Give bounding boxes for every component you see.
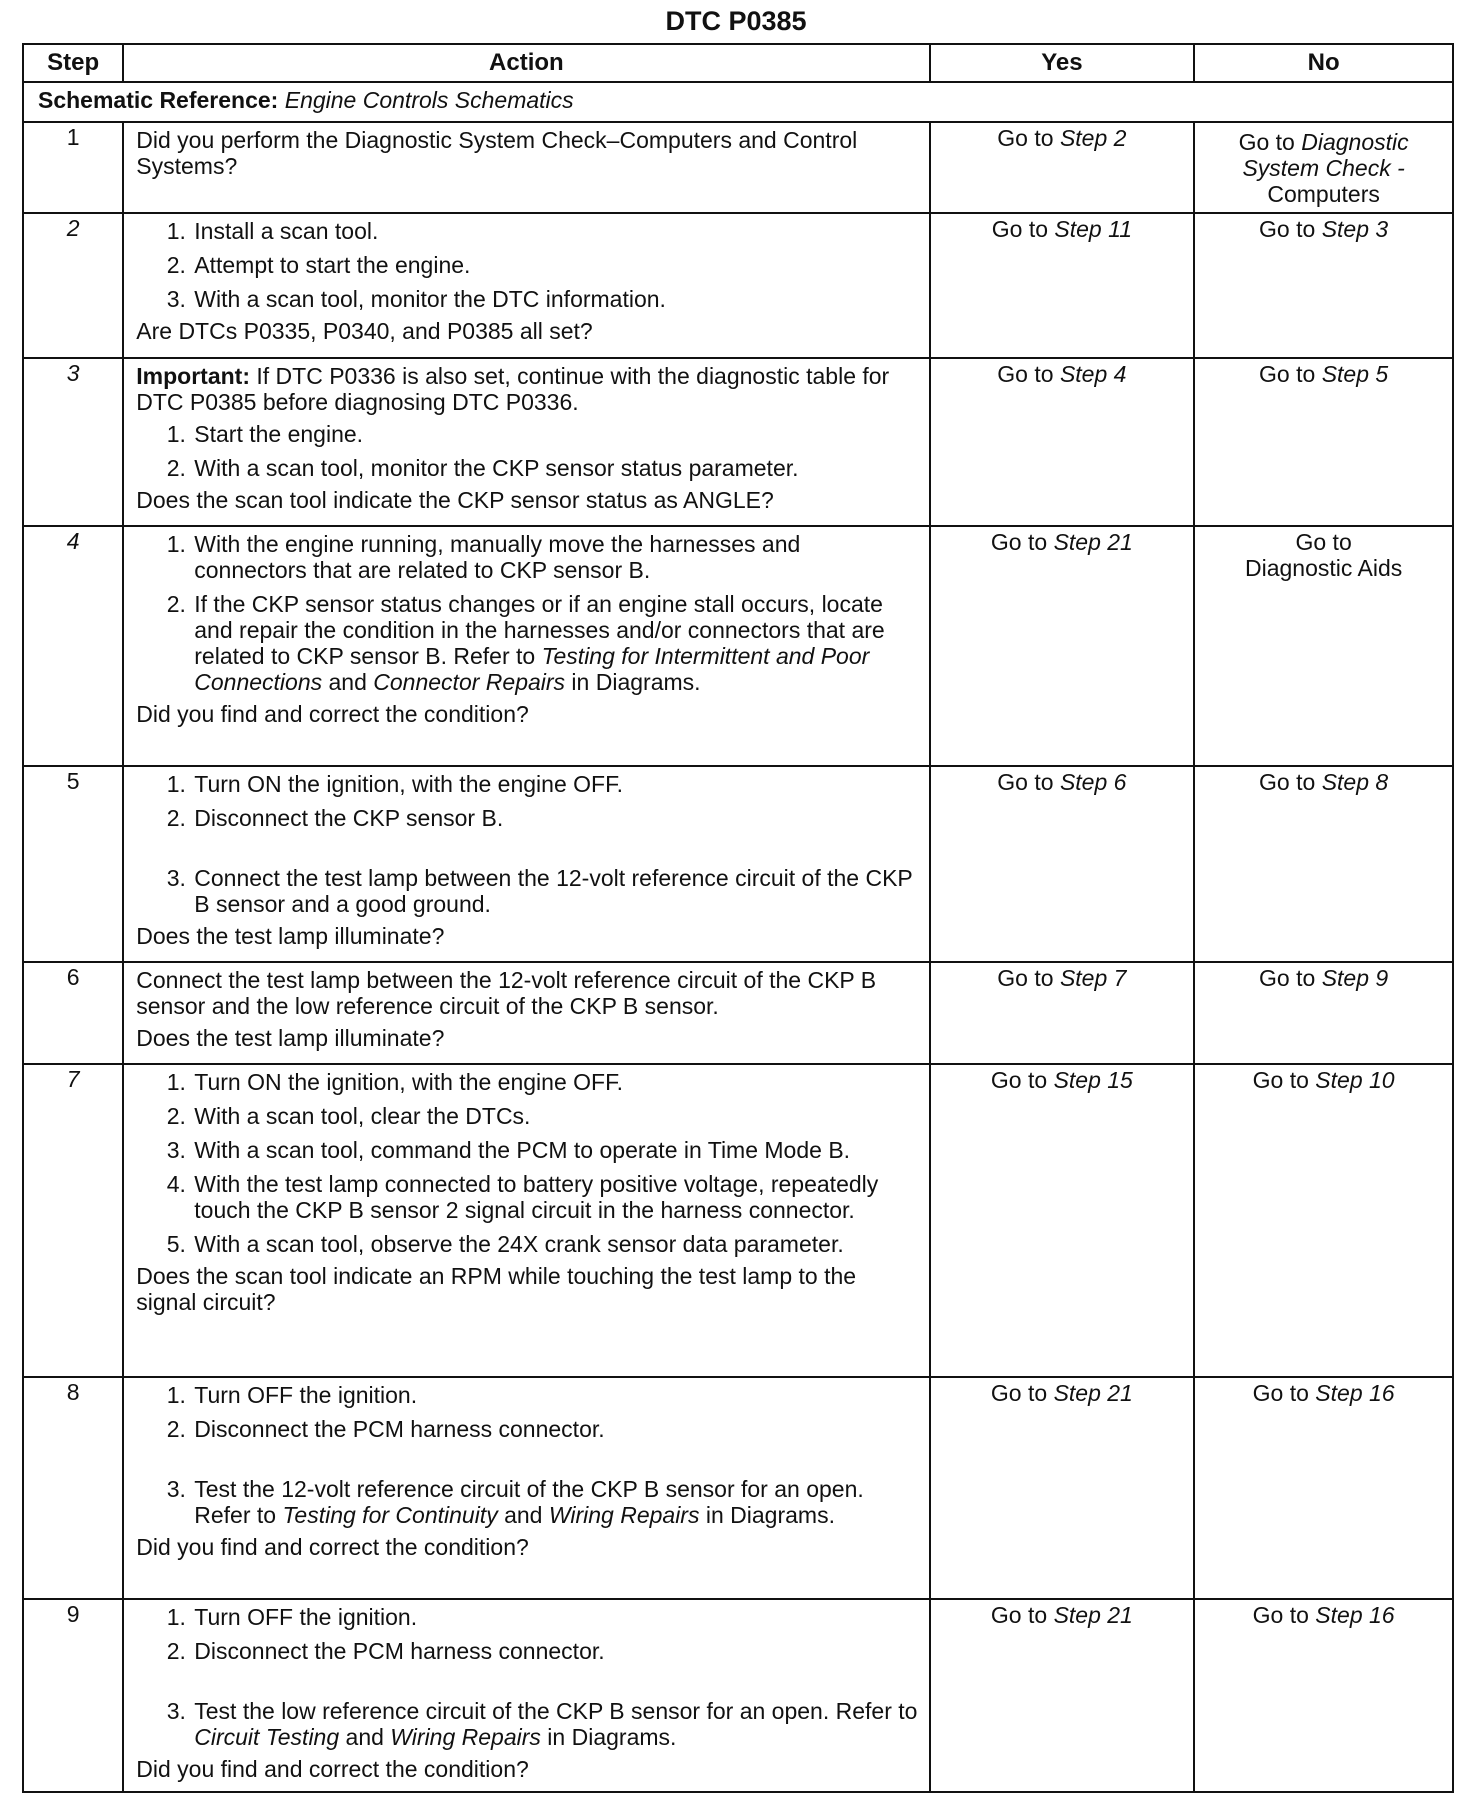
list-item: 1. Turn ON the ignition, with the engine OFF. [192,771,918,797]
doc-link[interactable]: Testing for Intermittent and Poor Connections [194,643,870,695]
no-prefix: Go to [1259,361,1322,387]
yes-link[interactable]: Step 21 [1053,1380,1133,1406]
yes-link[interactable]: Step 2 [1059,125,1127,151]
no-cell [1194,766,1453,962]
yes-prefix: Go to [990,1380,1054,1406]
item-text: If the CKP sensor status changes or if an engine stall occurs, locate and repair the condition in the harnesses and/or connectors that are related to CKP sensor B. Refer to [194,591,885,669]
yes-cell [930,122,1195,213]
action-cell [123,358,929,526]
no-link[interactable]: Step 16 [1315,1380,1395,1406]
action-list [136,1069,918,1257]
question: Does the scan tool indicate the CKP sensor status as ANGLE? [136,487,774,513]
schematic-link[interactable]: Engine Controls Schematics [284,87,574,113]
step-number: 4 [23,526,123,766]
schematic-row [23,82,1453,122]
list-item: 1. Turn OFF the ignition. [192,1382,918,1408]
action-cell [123,962,929,1064]
item-text: and [339,1724,391,1750]
no-link[interactable]: Step 16 [1315,1602,1395,1628]
table-row [23,766,1453,962]
action-list [136,1604,918,1750]
no-cell [1194,122,1453,213]
question: Did you perform the Diagnostic System Check–Computers and Control Systems? [136,127,858,179]
no-prefix: Go to [1252,1602,1316,1628]
yes-link[interactable]: Step 21 [1053,1602,1133,1628]
yes-prefix: Go to [997,125,1060,151]
yes-prefix: Go to [997,965,1060,991]
item-text: Test the low reference circuit of the CKP B sensor for an open. Refer to [194,1698,918,1724]
item-text: in Diagrams. [565,669,701,695]
item-text: Test the 12-volt reference circuit of the CKP B sensor for an open. Refer to [194,1476,864,1528]
yes-cell [930,962,1195,1064]
question: Did you find and correct the condition? [136,1756,529,1782]
no-link[interactable]: Step 8 [1321,769,1389,795]
list-item: 2. With a scan tool, clear the DTCs. [192,1103,918,1129]
yes-prefix: Go to [997,769,1060,795]
no-prefix: Go to [1252,1380,1316,1406]
yes-cell [930,1377,1195,1599]
no-suffix: Computers [1267,181,1380,207]
header-row [23,44,1453,82]
header-no: No [1194,44,1453,82]
action-cell [123,766,929,962]
list-item: 1. Install a scan tool. [192,218,918,244]
table-row [23,1377,1453,1599]
question: Did you find and correct the condition? [136,701,529,727]
action-list [136,531,918,695]
no-prefix: Go to [1259,216,1322,242]
doc-link[interactable]: Connector Repairs [373,669,566,695]
no-prefix: Go to [1259,769,1322,795]
yes-link[interactable]: Step 4 [1059,361,1127,387]
list-item: 5. With a scan tool, observe the 24X crank sensor data parameter. [192,1231,918,1257]
list-item: 1. Turn OFF the ignition. [192,1604,918,1630]
no-cell [1194,1064,1453,1377]
item-text: in Diagrams. [540,1724,677,1750]
header-yes: Yes [930,44,1195,82]
step-number: 9 [23,1599,123,1792]
yes-link[interactable]: Step 7 [1059,965,1127,991]
step-number: 2 [23,213,123,358]
item-text: and [322,669,374,695]
page-title: DTC P0385 [665,6,807,36]
important-label: Important: [136,363,250,389]
list-item: 2. Disconnect the CKP sensor B. [192,805,918,831]
yes-prefix: Go to [990,529,1054,555]
table-row [23,962,1453,1064]
question: Does the scan tool indicate an RPM while touching the test lamp to the signal circuit? [136,1263,857,1315]
action-cell [123,1064,929,1377]
action-cell [123,213,929,358]
yes-cell [930,358,1195,526]
no-prefix: Go to [1238,129,1302,155]
yes-cell [930,213,1195,358]
no-link[interactable]: Diagnostic Aids [1245,555,1403,581]
doc-link[interactable]: Wiring Repairs [390,1724,541,1750]
item-text: in Diagrams. [699,1502,835,1528]
yes-prefix: Go to [990,1602,1054,1628]
schematic-reference [23,82,1453,122]
no-cell [1194,1377,1453,1599]
yes-link[interactable]: Step 6 [1059,769,1127,795]
yes-cell [930,526,1195,766]
yes-cell [930,1064,1195,1377]
no-link[interactable]: Step 5 [1321,361,1389,387]
no-cell [1194,358,1453,526]
table-row [23,213,1453,358]
doc-link[interactable]: Testing for Continuity [282,1502,498,1528]
action-text: Connect the test lamp between the 12-volt reference circuit of the CKP B sensor and the low reference circuit of the CKP B sensor. [136,967,877,1019]
question: Does the test lamp illuminate? [136,923,445,949]
yes-link[interactable]: Step 15 [1053,1067,1133,1093]
yes-link[interactable]: Step 21 [1053,529,1133,555]
table-row [23,1599,1453,1792]
header-action: Action [123,44,929,82]
no-link[interactable]: Diagnostic System Check - [1242,129,1409,181]
no-cell [1194,1599,1453,1792]
no-link[interactable]: Step 9 [1321,965,1389,991]
question: Are DTCs P0335, P0340, and P0385 all set? [136,318,593,344]
yes-link[interactable]: Step 11 [1054,216,1132,242]
step-number: 3 [23,358,123,526]
no-prefix: Go to [1259,965,1322,991]
question: Did you find and correct the condition? [136,1534,529,1560]
table-row [23,1064,1453,1377]
yes-prefix: Go to [991,216,1055,242]
action-cell [123,1599,929,1792]
list-item: 4. With the test lamp connected to battery positive voltage, repeatedly touch the CKP B sensor 2 signal circuit in the harness connector. [192,1171,918,1223]
schematic-label: Schematic Reference: [38,87,279,113]
no-cell [1194,213,1453,358]
important-note [136,363,918,415]
step-number: 8 [23,1377,123,1599]
action-cell [123,526,929,766]
list-item: 2. Disconnect the PCM harness connector. [192,1638,918,1664]
yes-prefix: Go to [990,1067,1054,1093]
step-number: 7 [23,1064,123,1377]
list-item: 1. With the engine running, manually move the harnesses and connectors that are related to CKP sensor B. [192,531,918,583]
yes-cell [930,1599,1195,1792]
doc-link[interactable]: Wiring Repairs [548,1502,700,1528]
no-cell [1194,526,1453,766]
table-row [23,358,1453,526]
action-list [136,1382,918,1528]
action-cell [123,122,929,213]
list-item: 3. Connect the test lamp between the 12-volt reference circuit of the CKP B sensor and a good ground. [192,865,918,917]
list-item: 2. Disconnect the PCM harness connector. [192,1416,918,1442]
no-cell [1194,962,1453,1064]
no-link[interactable]: Step 3 [1321,216,1389,242]
doc-link[interactable]: Circuit Testing [194,1724,340,1750]
yes-cell [930,766,1195,962]
list-item: 3. With a scan tool, monitor the DTC information. [192,286,918,312]
question: Does the test lamp illuminate? [136,1025,445,1051]
list-item [192,591,918,695]
step-number: 1 [23,122,123,213]
item-text: and [497,1502,549,1528]
action-list [136,771,918,917]
action-list [136,421,918,481]
list-item: 2. With a scan tool, monitor the CKP sensor status parameter. [192,455,918,481]
list-item: 1. Start the engine. [192,421,918,447]
yes-prefix: Go to [997,361,1060,387]
diagnostic-table [22,43,1454,1793]
list-item: 1. Turn ON the ignition, with the engine OFF. [192,1069,918,1095]
table-row [23,526,1453,766]
no-prefix: Go to [1295,529,1352,555]
important-text: If DTC P0336 is also set, continue with the diagnostic table for DTC P0385 before diagnosing DTC P0336. [136,363,890,415]
list-item: 2. Attempt to start the engine. [192,252,918,278]
step-number: 5 [23,766,123,962]
no-link[interactable]: Step 10 [1315,1067,1395,1093]
table-row [23,122,1453,213]
list-item [192,1698,918,1750]
header-step: Step [23,44,123,82]
step-number: 6 [23,962,123,1064]
list-item [192,1476,918,1528]
list-item: 3. With a scan tool, command the PCM to operate in Time Mode B. [192,1137,918,1163]
action-cell [123,1377,929,1599]
no-prefix: Go to [1252,1067,1316,1093]
action-list [136,218,918,312]
